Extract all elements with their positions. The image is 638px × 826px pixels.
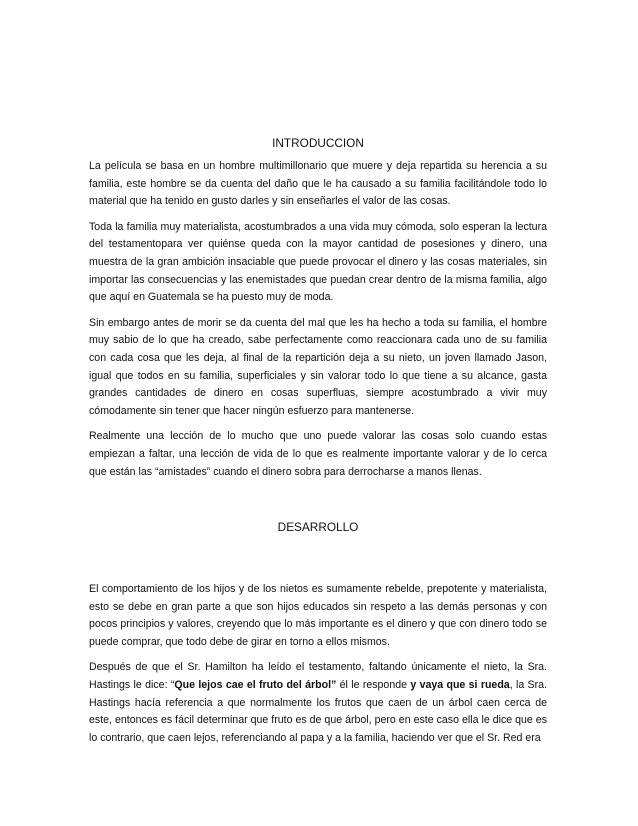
intro-paragraph-2: Toda la familia muy materialista, acostumbrados a una vida muy cómoda, solo esperan la lectura del testamentopara ver quiénse queda con la mayor cantidad de posesiones y dinero, una muestra de la gran ambición insaciable que puede provocar el dinero y las cosas materiales, sin importar las consecuencias y las enemistades que puedan crear dentro de la misma familia, algo que aquí en Guatemala se ha puesto muy de moda. bbox=[89, 220, 547, 304]
intro-heading: INTRODUCCION bbox=[272, 136, 364, 150]
dev-p2-bold-reply: y vaya que si rueda bbox=[410, 679, 510, 692]
development-paragraph-2 bbox=[89, 659, 547, 747]
dev-p2-text-2: él le responde bbox=[336, 679, 411, 692]
development-paragraph-1: El comportamiento de los hijos y de los nietos es sumamente rebelde, prepotente y materialista, esto se debe en gran parte a que son hijos educados sin respeto a las demás personas y con pocos principios y valores, creyendo que lo más importante es el dinero y que con dinero todo se puede comprar, que todo debe de girar en torno a ellos mismos. bbox=[89, 583, 547, 648]
document-body bbox=[89, 135, 547, 755]
intro-paragraph-4: Realmente una lección de lo mucho que uno puede valorar las cosas solo cuando estas empiezan a faltar, una lección de vida de lo que es realmente importante valorar y de lo cerca que están las “amistades” cuando el dinero sobra para derrocharse a manos llenas. bbox=[89, 430, 547, 478]
dev-p2-bold-quote: Que lejos cae el fruto del árbol” bbox=[174, 679, 337, 692]
development-heading: DESARROLLO bbox=[277, 520, 359, 535]
intro-paragraph-1: La película se basa en un hombre multimillonario que muere y deja repartida su herencia a su familia, este hombre se da cuenta del daño que le ha causado a su familia facilitándole todo lo material que ha tenido en gusto darles y sin enseñarles el valor de las cosas. bbox=[89, 160, 547, 208]
intro-paragraph-3: Sin embargo antes de morir se da cuenta del mal que les ha hecho a toda su familia, el hombre muy sabio de lo que ha creado, sabe perfectamente como reaccionara cada uno de su familia con cada cosa que les deja, al final de la repartición deja a su nieto, un joven llamado Jason, igual que todos en su familia, superficiales y sin valorar todo lo que tiene a su alcance, gasta grandes cantidades de dinero en cosas superfluas, siempre acostumbrado a vivir muy cómodamente sin tener que hacer ningún esfuerzo para mantenerse. bbox=[89, 316, 547, 417]
dev-p2-text-3: , la Sra. Hastings hacía referencia a que normalmente los frutos que caen de un árbol caen cerca de este, entonces es fácil determinar que fruto es de que árbol, pero en este caso ella le dice que es lo contrario, que caen lejos, referenciando al papa y a la familia, haciendo ver que el Sr. Red era bbox=[89, 679, 547, 744]
dev-p2-text-1: Después de que el Sr. Hamilton ha leído el testamento, faltando únicamente el nieto, la Sra. Hastings le dice: “ bbox=[89, 661, 547, 692]
